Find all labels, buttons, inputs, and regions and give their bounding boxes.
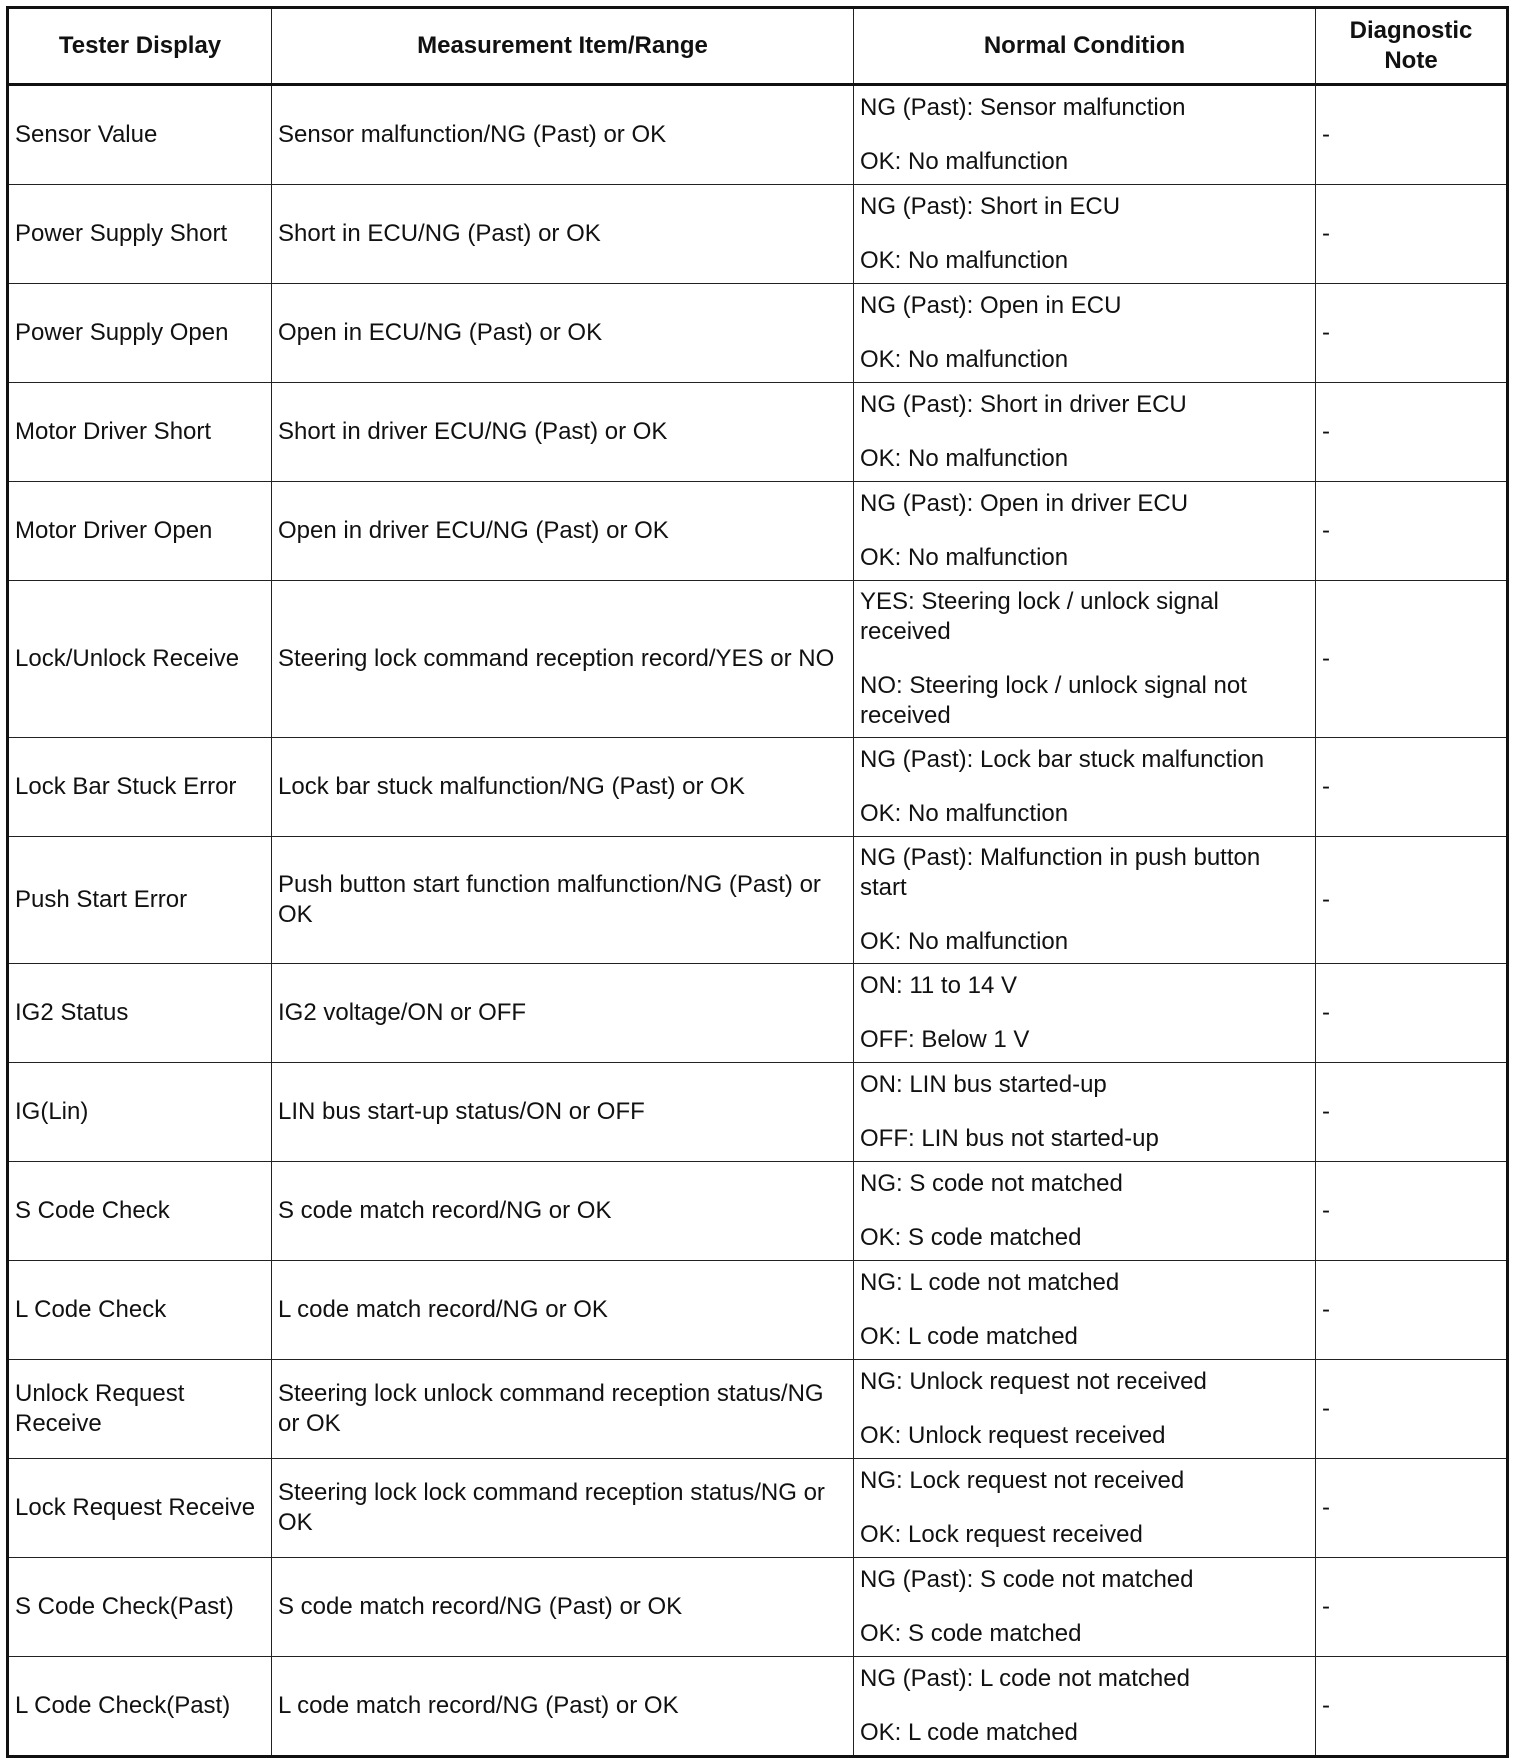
condition-secondary: OK: Unlock request received bbox=[860, 1422, 1166, 1449]
tester-display-cell: Unlock Request Receive bbox=[8, 1360, 272, 1459]
table-row bbox=[8, 1657, 1508, 1757]
measurement-cell: LIN bus start-up status/ON or OFF bbox=[272, 1063, 854, 1162]
diagnostic-note-cell: - bbox=[1316, 1360, 1508, 1459]
table-row bbox=[8, 383, 1508, 482]
tester-display-cell: Power Supply Open bbox=[8, 284, 272, 383]
table-row bbox=[8, 964, 1508, 1063]
normal-condition-cell bbox=[854, 738, 1316, 837]
condition-secondary: OK: L code matched bbox=[860, 1719, 1078, 1746]
tester-display-cell: Motor Driver Short bbox=[8, 383, 272, 482]
condition-secondary: OK: No malfunction bbox=[860, 928, 1069, 955]
table-row bbox=[8, 1558, 1508, 1657]
diagnostic-note-cell: - bbox=[1316, 1063, 1508, 1162]
tester-display-cell: Power Supply Short bbox=[8, 185, 272, 284]
condition-primary: NG (Past): Open in ECU bbox=[860, 292, 1122, 319]
table-row bbox=[8, 284, 1508, 383]
condition-secondary: OFF: Below 1 V bbox=[860, 1026, 1030, 1053]
normal-condition-cell bbox=[854, 185, 1316, 284]
condition-primary: NG (Past): Malfunction in push button start bbox=[860, 844, 1261, 901]
condition-primary: NG: Unlock request not received bbox=[860, 1368, 1207, 1395]
tester-display-cell: Motor Driver Open bbox=[8, 482, 272, 581]
measurement-cell: Short in ECU/NG (Past) or OK bbox=[272, 185, 854, 284]
normal-condition-cell bbox=[854, 284, 1316, 383]
condition-secondary: OK: S code matched bbox=[860, 1224, 1082, 1251]
measurement-cell: Open in ECU/NG (Past) or OK bbox=[272, 284, 854, 383]
condition-primary: NG (Past): Sensor malfunction bbox=[860, 94, 1186, 121]
diagnostic-note-cell: - bbox=[1316, 1657, 1508, 1757]
diagnostic-note-cell: - bbox=[1316, 482, 1508, 581]
measurement-cell: Open in driver ECU/NG (Past) or OK bbox=[272, 482, 854, 581]
diagnostic-note-cell: - bbox=[1316, 1558, 1508, 1657]
normal-condition-cell bbox=[854, 1558, 1316, 1657]
tester-display-cell: Lock Request Receive bbox=[8, 1459, 272, 1558]
diagnostic-note-cell: - bbox=[1316, 1162, 1508, 1261]
condition-primary: NG: S code not matched bbox=[860, 1170, 1123, 1197]
tester-display-cell: S Code Check(Past) bbox=[8, 1558, 272, 1657]
condition-secondary: OK: Lock request received bbox=[860, 1521, 1143, 1548]
tester-display-cell: Lock/Unlock Receive bbox=[8, 581, 272, 738]
table-row bbox=[8, 185, 1508, 284]
condition-primary: NG (Past): Short in ECU bbox=[860, 193, 1121, 220]
table-row bbox=[8, 837, 1508, 964]
condition-secondary: OK: No malfunction bbox=[860, 346, 1069, 373]
table-row bbox=[8, 1162, 1508, 1261]
tester-display-cell: Push Start Error bbox=[8, 837, 272, 964]
measurement-cell: IG2 voltage/ON or OFF bbox=[272, 964, 854, 1063]
measurement-cell: S code match record/NG (Past) or OK bbox=[272, 1558, 854, 1657]
condition-secondary: OFF: LIN bus not started-up bbox=[860, 1125, 1159, 1152]
tester-display-cell: IG(Lin) bbox=[8, 1063, 272, 1162]
normal-condition-cell bbox=[854, 383, 1316, 482]
tester-display-cell: S Code Check bbox=[8, 1162, 272, 1261]
diagnostic-note-cell: - bbox=[1316, 738, 1508, 837]
table-row bbox=[8, 1261, 1508, 1360]
tester-display-cell: L Code Check bbox=[8, 1261, 272, 1360]
condition-secondary: OK: No malfunction bbox=[860, 148, 1069, 175]
measurement-cell: Steering lock lock command reception status/NG or OK bbox=[272, 1459, 854, 1558]
diagnostic-note-cell: - bbox=[1316, 837, 1508, 964]
condition-primary: NG (Past): Open in driver ECU bbox=[860, 490, 1189, 517]
condition-primary: NG: Lock request not received bbox=[860, 1467, 1185, 1494]
data-list-table bbox=[6, 6, 1509, 1758]
table-row bbox=[8, 1459, 1508, 1558]
header-diagnostic-note: Diagnostic Note bbox=[1316, 8, 1508, 85]
normal-condition-cell bbox=[854, 964, 1316, 1063]
table-row bbox=[8, 85, 1508, 185]
measurement-cell: L code match record/NG (Past) or OK bbox=[272, 1657, 854, 1757]
diagnostic-note-cell: - bbox=[1316, 185, 1508, 284]
measurement-cell: Sensor malfunction/NG (Past) or OK bbox=[272, 85, 854, 185]
diagnostic-note-cell: - bbox=[1316, 383, 1508, 482]
measurement-cell: Steering lock unlock command reception status/NG or OK bbox=[272, 1360, 854, 1459]
measurement-cell: S code match record/NG or OK bbox=[272, 1162, 854, 1261]
condition-secondary: OK: No malfunction bbox=[860, 800, 1069, 827]
condition-secondary: OK: L code matched bbox=[860, 1323, 1078, 1350]
measurement-cell: Lock bar stuck malfunction/NG (Past) or OK bbox=[272, 738, 854, 837]
diagnostic-note-cell: - bbox=[1316, 1261, 1508, 1360]
diagnostic-note-cell: - bbox=[1316, 284, 1508, 383]
condition-secondary: OK: No malfunction bbox=[860, 445, 1069, 472]
condition-primary: ON: 11 to 14 V bbox=[860, 972, 1017, 999]
measurement-cell: Short in driver ECU/NG (Past) or OK bbox=[272, 383, 854, 482]
condition-secondary: OK: No malfunction bbox=[860, 544, 1069, 571]
normal-condition-cell bbox=[854, 1360, 1316, 1459]
header-measurement: Measurement Item/Range bbox=[272, 8, 854, 85]
condition-secondary: OK: No malfunction bbox=[860, 247, 1069, 274]
condition-secondary: NO: Steering lock / unlock signal not received bbox=[860, 672, 1247, 729]
condition-primary: NG (Past): Lock bar stuck malfunction bbox=[860, 746, 1265, 773]
condition-primary: NG (Past): L code not matched bbox=[860, 1665, 1190, 1692]
normal-condition-cell bbox=[854, 482, 1316, 581]
condition-primary: YES: Steering lock / unlock signal received bbox=[860, 588, 1219, 645]
table-row bbox=[8, 1063, 1508, 1162]
tester-display-cell: Sensor Value bbox=[8, 85, 272, 185]
measurement-cell: Push button start function malfunction/NG (Past) or OK bbox=[272, 837, 854, 964]
diagnostic-note-cell: - bbox=[1316, 581, 1508, 738]
condition-primary: NG: L code not matched bbox=[860, 1269, 1120, 1296]
condition-primary: NG (Past): S code not matched bbox=[860, 1566, 1194, 1593]
tester-display-cell: L Code Check(Past) bbox=[8, 1657, 272, 1757]
header-row bbox=[8, 8, 1508, 85]
condition-primary: ON: LIN bus started-up bbox=[860, 1071, 1107, 1098]
header-normal-condition: Normal Condition bbox=[854, 8, 1316, 85]
table-row bbox=[8, 581, 1508, 738]
normal-condition-cell bbox=[854, 1063, 1316, 1162]
table-row bbox=[8, 1360, 1508, 1459]
diagnostic-note-cell: - bbox=[1316, 1459, 1508, 1558]
normal-condition-cell bbox=[854, 837, 1316, 964]
normal-condition-cell bbox=[854, 85, 1316, 185]
condition-secondary: OK: S code matched bbox=[860, 1620, 1082, 1647]
condition-primary: NG (Past): Short in driver ECU bbox=[860, 391, 1187, 418]
normal-condition-cell bbox=[854, 1261, 1316, 1360]
normal-condition-cell bbox=[854, 1162, 1316, 1261]
normal-condition-cell bbox=[854, 581, 1316, 738]
normal-condition-cell bbox=[854, 1459, 1316, 1558]
diagnostic-note-cell: - bbox=[1316, 964, 1508, 1063]
tester-display-cell: Lock Bar Stuck Error bbox=[8, 738, 272, 837]
measurement-cell: L code match record/NG or OK bbox=[272, 1261, 854, 1360]
header-tester-display: Tester Display bbox=[8, 8, 272, 85]
measurement-cell: Steering lock command reception record/YES or NO bbox=[272, 581, 854, 738]
table-row bbox=[8, 738, 1508, 837]
normal-condition-cell bbox=[854, 1657, 1316, 1757]
table-row bbox=[8, 482, 1508, 581]
diagnostic-note-cell: - bbox=[1316, 85, 1508, 185]
tester-display-cell: IG2 Status bbox=[8, 964, 272, 1063]
